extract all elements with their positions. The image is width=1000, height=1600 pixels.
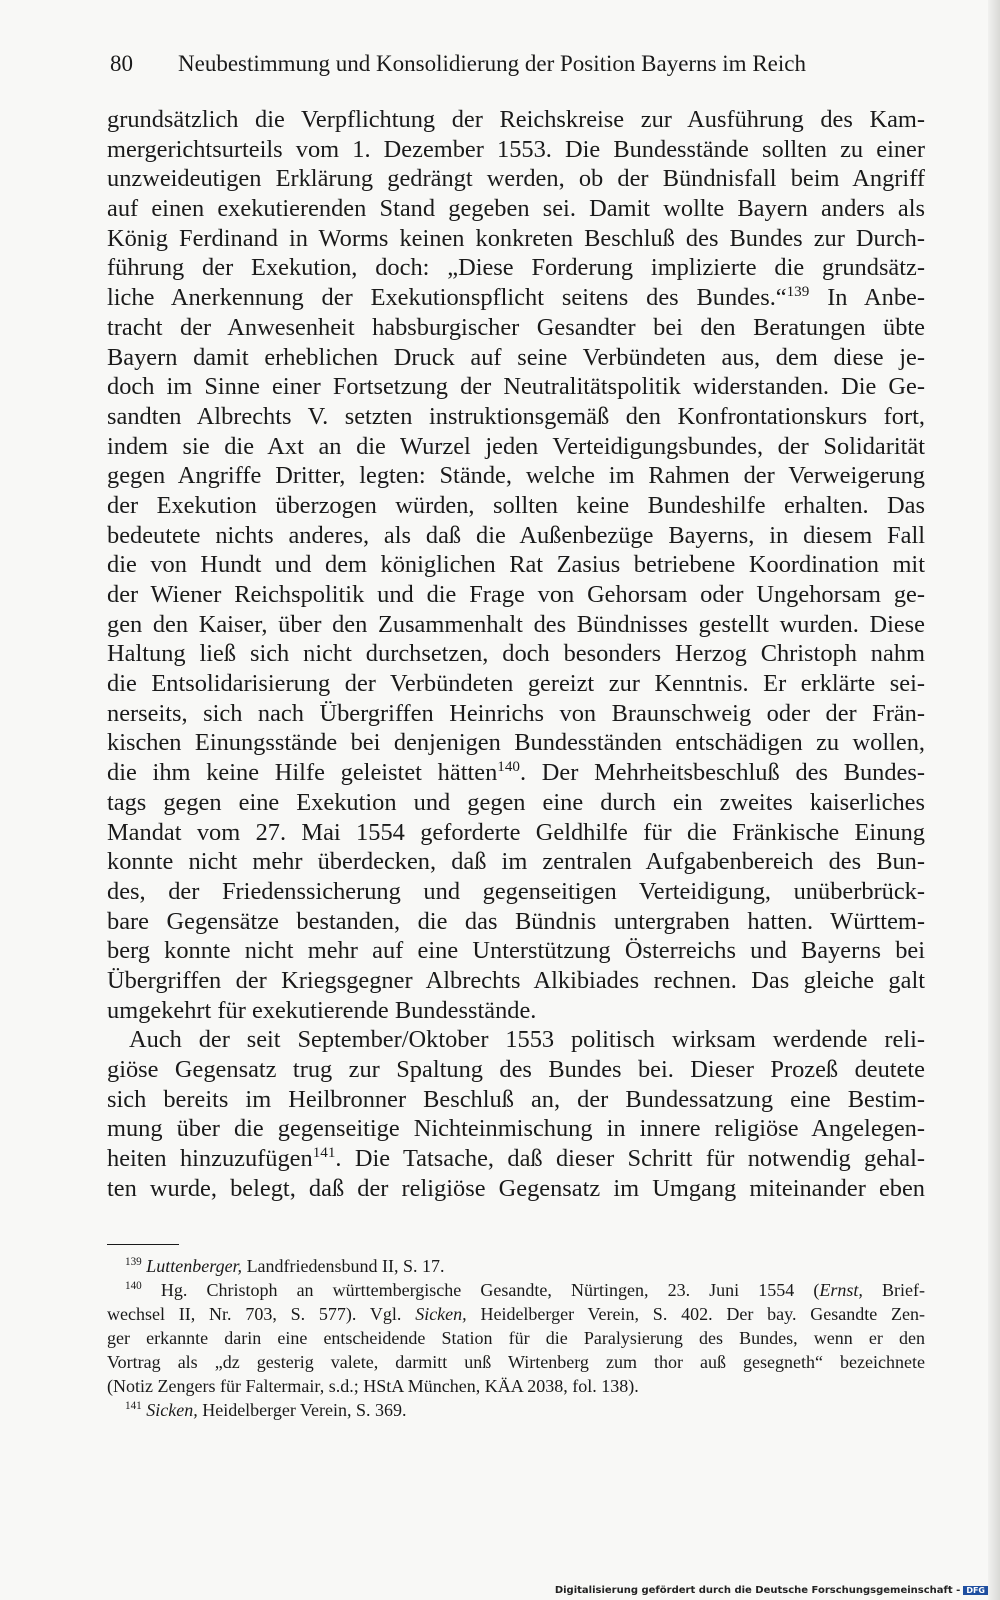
body-line: sandten Albrechts V. setzten instruktionsgemäß den Konfrontationskurs fort, — [107, 402, 925, 430]
body-line: Haltung ließ sich nicht durchsetzen, doch besonders Herzog Christoph nahm — [107, 640, 925, 668]
body-line-tail: In Anbe- — [827, 284, 925, 312]
body-line-text: die ihm keine Hilfe geleistet hätten — [107, 759, 498, 787]
body-line: der Wiener Reichspolitik und die Frage von Gehorsam oder Ungehorsam ge- — [107, 581, 925, 608]
body-line: unzweideutigen Erklärung gedrängt werden, ob der Bündnisfall beim Angriff — [107, 165, 925, 193]
body-text — [107, 105, 925, 1203]
body-line: der Exekution überzogen würden, sollten keine Bundeshilfe erhalten. Das — [107, 491, 925, 519]
footnote-ref-139[interactable]: 139 — [786, 284, 810, 300]
body-line: konnte nicht mehr überdecken, daß im zentralen Aufgabenbereich des Bun- — [107, 848, 925, 876]
footnotes — [107, 1254, 925, 1422]
footnote-number: 140 — [125, 1280, 142, 1292]
footnote-author: Sicken, — [415, 1304, 467, 1324]
body-line: bedeutete nichts anderes, als daß die Außenbezüge Bayerns, in diesem Fall — [107, 521, 925, 549]
footnote-text: Heidelberger Verein, S. 369. — [202, 1400, 407, 1420]
footnote-ref-140[interactable]: 140 — [497, 759, 520, 775]
body-line: Übergriffen der Kriegsgegner Albrechts Alkibiades rechnen. Das gleiche galt — [107, 966, 925, 994]
body-line: doch im Sinne einer Fortsetzung der Neutralitätspolitik widerstanden. Die Ge- — [107, 373, 925, 401]
body-line: kischen Einungsstände bei denjenigen Bundesständen entschädigen zu wollen, — [107, 729, 925, 757]
body-line: grundsätzlich die Verpflichtung der Reichskreise zur Ausführung des Kam- — [107, 106, 925, 133]
body-line: umgekehrt für exekutierende Bundesstände. — [107, 996, 537, 1024]
body-line: giöse Gegensatz trug zur Spaltung des Bundes bei. Dieser Prozeß deutete — [107, 1056, 925, 1083]
body-line: mung über die gegenseitige Nichteinmischung in innere religiöse Angelegen- — [107, 1115, 925, 1143]
body-line: Auch der seit September/Oktober 1553 politisch wirksam werdende reli- — [129, 1026, 925, 1054]
body-line: Mandat vom 27. Mai 1554 geforderte Geldhilfe für die Fränkische Einung — [107, 818, 925, 846]
footnote-number: 141 — [125, 1400, 142, 1412]
body-line: die Entsolidarisierung der Verbündeten gereizt zur Kenntnis. Er erklärte sei- — [107, 670, 925, 698]
footnote-author: Ernst, — [819, 1280, 863, 1300]
footnote-140 — [107, 1278, 925, 1302]
body-line: indem sie die Axt an die Wurzel jeden Verteidigungsbundes, der Solidarität — [107, 432, 925, 460]
body-line-tail: . Der Mehrheitsbeschluß des Bundes- — [519, 759, 925, 787]
body-line — [107, 1144, 925, 1174]
body-line-tail: . Die Tatsache, daß dieser Schritt für notwendig gehal- — [335, 1145, 925, 1173]
running-head — [110, 46, 870, 82]
footnote-text: Hg. Christoph an württembergische Gesandte, Nürtingen, 23. Juni 1554 ( — [160, 1280, 820, 1300]
footnote-140-line: Vortrag als „dz gesterig valete, darmitt unß Wirtenberg zum thor auß gesegneth“ bezeichnete — [107, 1352, 925, 1372]
body-line — [107, 283, 925, 313]
footnote-140-line — [107, 1302, 925, 1326]
footnote-140-line: (Notiz Zengers für Faltermair, s.d.; HStA München, KÄA 2038, fol. 138). — [107, 1376, 639, 1396]
footnote-text: Landfriedensbund II, S. 17. — [246, 1256, 445, 1276]
body-line: mergerichtsurteils vom 1. Dezember 1553. Die Bundesstände sollten zu einer — [107, 135, 925, 163]
body-line: gen den Kaiser, über den Zusammenhalt des Bündnisses gestellt wurden. Diese — [107, 610, 925, 638]
body-line: nerseits, sich nach Übergriffen Heinrichs von Braunschweig oder der Frän- — [107, 699, 925, 727]
digitization-credit — [555, 1585, 988, 1596]
body-line: des, der Friedenssicherung und gegenseitigen Verteidigung, unüberbrück- — [107, 877, 925, 905]
footnote-author: Luttenberger, — [146, 1256, 243, 1276]
page-edge-shadow — [988, 0, 1000, 1600]
footnote-text: wechsel II, Nr. 703, S. 577). Vgl. — [107, 1304, 402, 1324]
footnote-140-line: ger erkannte darin eine entscheidende Station für die Paralysierung des Bundes, wenn er den — [107, 1328, 925, 1348]
body-line: gegen Angriffe Dritter, legten: Stände, welche im Rahmen der Verweigerung — [107, 462, 925, 490]
body-line-text: liche Anerkennung der Exekutionspflicht seitens des Bundes.“ — [107, 284, 787, 312]
footnote-author: Sicken, — [146, 1400, 198, 1420]
body-line-text: heiten hinzuzufügen — [107, 1145, 313, 1173]
body-line: König Ferdinand in Worms keinen konkreten Beschluß des Bundes zur Durch- — [107, 224, 925, 252]
body-line: tracht der Anwesenheit habsburgischer Gesandter bei den Beratungen übte — [107, 313, 925, 341]
footnote-number: 139 — [125, 1256, 142, 1268]
credit-text: Digitalisierung gefördert durch die Deutsche Forschungsgemeinschaft - — [554, 1585, 961, 1596]
page-number: 80 — [110, 51, 133, 76]
footnote-139 — [107, 1254, 925, 1278]
dfg-logo: DFG — [963, 1586, 988, 1595]
body-line: Bayern damit erheblichen Druck auf seine Verbündeten aus, dem diese je- — [107, 343, 925, 371]
body-line: tags gegen eine Exekution und gegen eine durch ein zweites kaiserliches — [107, 788, 925, 816]
footnote-141 — [107, 1398, 925, 1422]
footnote-ref-141[interactable]: 141 — [312, 1144, 336, 1161]
body-line: sich bereits im Heilbronner Beschluß an, der Bundessatzung eine Bestim- — [107, 1085, 925, 1113]
body-line: berg konnte nicht mehr auf eine Unterstützung Österreichs und Bayerns bei — [107, 937, 925, 965]
footnote-rule — [107, 1244, 179, 1245]
body-line: die von Hundt und dem königlichen Rat Zasius betriebene Koordination mit — [107, 551, 925, 579]
body-line: auf einen exekutierenden Stand gegeben sei. Damit wollte Bayern anders als — [107, 195, 925, 223]
footnote-text: Brief- — [882, 1280, 925, 1300]
body-line: bare Gegensätze bestanden, die das Bündnis untergraben hatten. Württem- — [107, 907, 925, 935]
footnote-text: Heidelberger Verein, S. 402. Der bay. Gesandte Zen- — [480, 1304, 926, 1324]
running-title: Neubestimmung und Konsolidierung der Position Bayerns im Reich — [178, 51, 806, 76]
body-line: ten wurde, belegt, daß der religiöse Gegensatz im Umgang miteinander eben — [107, 1174, 925, 1202]
body-line — [107, 758, 925, 788]
body-line: führung der Exekution, doch: „Diese Forderung implizierte die grundsätz- — [107, 254, 925, 282]
